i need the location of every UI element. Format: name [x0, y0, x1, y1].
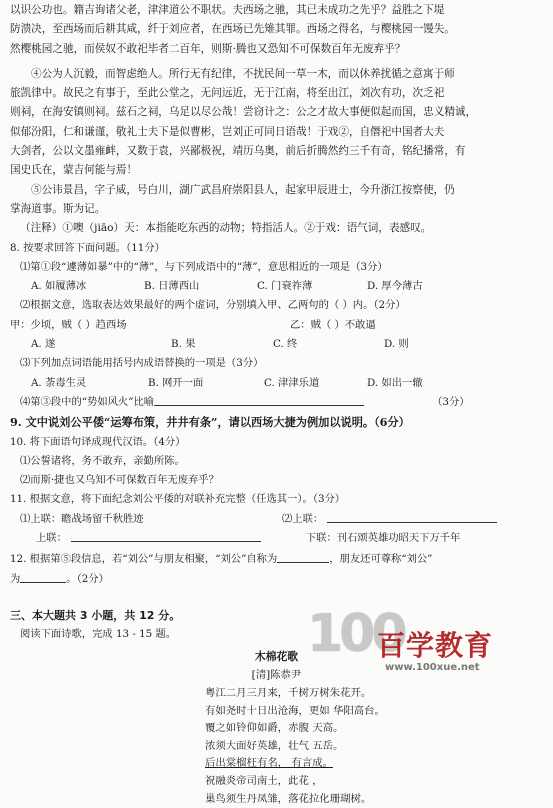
- option: C. 终: [273, 335, 384, 354]
- text-line: 防溃决，至西场而后耕其咸，纤于刘应者，在西场已先雉其罪。西场之得名，与樱桃园一馒失。: [10, 20, 543, 39]
- poem-title: 木棉花歌: [10, 647, 543, 666]
- option: B. 果: [171, 335, 273, 354]
- poem-line: 巢鸟须生丹凤雏，落花拉化珊瑚树。: [10, 791, 543, 808]
- sentence-row: [10, 316, 543, 335]
- question-text: 为: [10, 570, 20, 589]
- option-row: [10, 277, 543, 296]
- option: C. 津津乐道: [264, 374, 367, 393]
- answer-blank-2[interactable]: [20, 570, 66, 583]
- couplet-1-upper: ⑴上联：瞻战场留千秋胜迹: [10, 510, 282, 529]
- question-stem: 11. 根据文意，将下面纪念刘公平倭的对联补充完整（任选其一）。（3分）: [10, 490, 543, 509]
- sub-question: ⑴第①段“遽薄如暴”中的“薄”，与下列成语中的“薄”，意思相近的一项是（3分）: [10, 258, 543, 277]
- section-header: 三、本大题共 3 小题，共 12 分。: [10, 606, 543, 625]
- couplet-row: [10, 510, 543, 529]
- answer-blank-1[interactable]: [277, 550, 329, 563]
- question-11: [10, 490, 543, 548]
- couplet-1-lower-label: 上联：: [10, 529, 67, 548]
- watermark-number: 100: [307, 604, 404, 664]
- text-line: 然樱桃园之驰，而侯奴不敢祀毕者二百年，则斯·腾也又恐知不可保数百年无废弃乎？: [10, 40, 543, 59]
- option: B. 日薄西山: [144, 277, 257, 296]
- sentence-jia: 甲：少顷，贼（ ）趋西场: [10, 316, 290, 335]
- option: A. 如履薄冰: [10, 277, 144, 296]
- watermark-brand: 百学教育: [377, 624, 493, 664]
- option: B. 网开一面: [148, 374, 264, 393]
- sub-question: ⑴公誓诸将，务不敢弃，亲勤所陈。: [10, 452, 543, 471]
- passage-paragraph-5: [10, 181, 543, 220]
- option: D. 如出一辙: [367, 374, 423, 393]
- watermark-logo: [307, 610, 537, 690]
- question-10: [10, 433, 543, 491]
- question-12: [10, 550, 543, 589]
- option-row: [10, 374, 543, 393]
- sentence-yi: 乙：贼（ ）不敢逼: [290, 316, 376, 335]
- poem-line: 浓须大面好英雄，壮气 五岳。: [10, 738, 543, 756]
- text-line: 似郁汾阳，仁和谦谨，敬礼士夫下是似曹彬，岂刘正可同日语哉！于戏②，自僭祀中国者大夫: [10, 123, 543, 142]
- sub-question: ⑵而斯·捷也又乌知不可保数百年无废弃乎？: [10, 471, 543, 490]
- sub-question-text: ⑷第③段中的“势如风火”比喻: [20, 393, 154, 412]
- question-text: 。（2分）: [66, 570, 109, 589]
- poem-line: 后出棠榴枉有名， 有言成。: [10, 755, 543, 773]
- passage-paragraph-3: [10, 1, 543, 59]
- option-row: [10, 335, 543, 354]
- text-line: ④公为人沉毅，而智虑绝人。所行无有纪律，不扰民间一草一木，而以休养扰循之意寓于师: [10, 65, 543, 84]
- question-8: [10, 239, 543, 413]
- passage-paragraph-4: [10, 65, 543, 181]
- question-stem: 8. 按要求回答下面问题。（11分）: [10, 239, 543, 258]
- section-intro: 阅读下面诗歌，完成 13 - 15 题。: [10, 625, 543, 644]
- option: A. 遂: [10, 335, 171, 354]
- text-line: 掌海道事。斯为记。: [10, 200, 543, 219]
- couplet-2-lower: 下联：刊石颂英雄功昭天下万千年: [261, 529, 460, 548]
- poem-line: 有如尧时十日出沧海，更如 华阳高台。: [10, 703, 543, 721]
- option: C. 门衰祚薄: [257, 277, 367, 296]
- text-line: 大剑者，公以文墨雍衅，又数于袁，兴鄙极祝，靖历乌奥，前后折腾然约三千有奇，铭纪播常，有: [10, 142, 543, 161]
- question-text: ，朋友还可尊称“刘公”: [329, 550, 432, 569]
- couplet-2-upper-blank[interactable]: [327, 510, 497, 523]
- annotation-note: （注释）①噢（jiāo）天：本指能吃东西的动物；特指活人。②于戏：语气词，表感叹。: [10, 219, 543, 238]
- option: A. 荼毒生灵: [10, 374, 148, 393]
- answer-blank[interactable]: [154, 393, 364, 406]
- question-text: 12. 根据第⑤段信息，若“刘公”与朋友相聚，“刘公”自称为: [10, 550, 277, 569]
- couplet-2-upper-label: ⑵上联：: [282, 510, 323, 529]
- sub-question: [10, 393, 543, 412]
- text-line: 以识公功也。籍吉询诸父老，津津道公不职状。夫西场之驰，其已未成功之先乎？益胜之下堤: [10, 1, 543, 20]
- watermark-url: www.100xue.net: [385, 662, 480, 673]
- question-line: [10, 550, 543, 569]
- sub-question: ⑶下列加点词语能用括号内成语替换的一项是（3分）: [10, 354, 543, 373]
- option: D. 厚今薄古: [367, 277, 423, 296]
- couplet-row: [10, 529, 543, 548]
- sub-question: ⑵根据文意，选取表达效果最好的两个虚词，分别填入甲、乙两句的（ ）内。（2分）: [10, 296, 543, 315]
- poem-line: 粤江二月三月来，千树万树朱花开。: [10, 685, 543, 703]
- text-line: 则祠，在海安镇则祠。兹石之祠，乌足以尽公哉！尝窃计之：公之才故大事便似起而国，忠义精诚，: [10, 103, 543, 122]
- text-line: ⑤公讳景昌，字子威，号白川，湖广武昌府崇阳县人，起家甲辰进士，今升浙江按察使，仍: [10, 181, 543, 200]
- question-9: 9. 文中说刘公平倭“运筹布策，井井有条”，请以西场大捷为例加以说明。（6分）: [10, 413, 543, 432]
- question-line: [10, 570, 543, 589]
- couplet-1-lower-blank[interactable]: [71, 529, 261, 542]
- poem-line: 祝融炎帝司南土，此花 ，: [10, 773, 543, 791]
- text-line: 国史氏在，蒙吉何能与焉！: [10, 161, 543, 180]
- option: D. 则: [384, 335, 409, 354]
- poem-author: [清]陈恭尹: [10, 666, 543, 685]
- poem-line: 覆之如铃仰如爵，赤腹 天高。: [10, 720, 543, 738]
- score-label: （3分）: [364, 393, 469, 412]
- text-line: 旅凯律中。故民之有事于，至此公堂之，无问远近，无于江南，将至出江，刘次有功，次乏祀: [10, 84, 543, 103]
- question-stem: 10. 将下面语句译成现代汉语。（4分）: [10, 433, 543, 452]
